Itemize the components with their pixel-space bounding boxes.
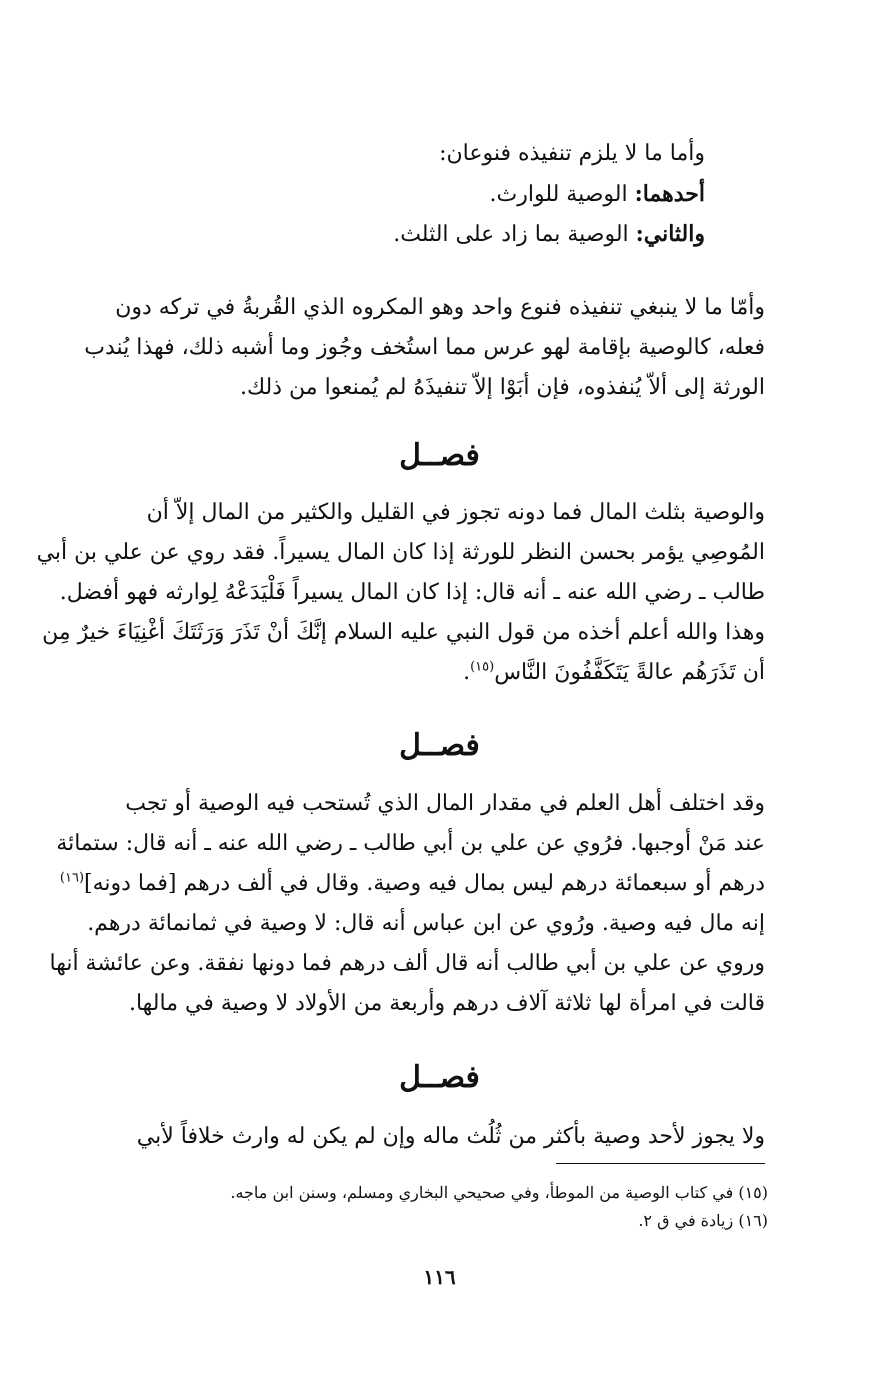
- list-item-label: أحدهما:: [634, 181, 705, 207]
- list-item: [393, 214, 705, 254]
- paragraph-line: [37, 653, 765, 693]
- paragraph-line: [49, 864, 765, 904]
- paragraph-line: فعله، كالوصية بإقامة لهو عرس مما استُخف وجُوز وما أشبه ذلك، فهذا يُندب: [84, 335, 765, 360]
- paragraph-text: درهم أو سبعمائة درهم ليس بمال فيه وصية. وقال في ألف درهم [فما دونه]: [84, 871, 765, 896]
- section-heading: فصــل: [399, 438, 480, 473]
- sentence-end: .: [463, 660, 471, 685]
- footnote: (١٦) زيادة في ق ٢.: [638, 1211, 768, 1230]
- section-heading: فصــل: [399, 1060, 480, 1095]
- paragraph-text: أن تَذَرَهُم عالةً يَتَكَفَّفُونَ النَّاس: [494, 660, 765, 685]
- footnote-ref: (١٥): [470, 659, 495, 675]
- paragraph-line: وهذا والله أعلم أخذه من قول النبي عليه السلام إنَّكَ أنْ تَذَرَ وَرَثَتَكَ أغْنِيَاءَ خيرٌ مِن: [42, 620, 765, 645]
- paragraph-line: ولا يجوز لأحد وصية بأكثر من ثُلُث ماله وإن لم يكن له وارث خلافاً لأبي: [136, 1124, 765, 1149]
- paragraph: [49, 784, 765, 1024]
- section-heading: فصــل: [399, 728, 480, 763]
- paragraph-line: طالب ـ رضي الله عنه ـ أنه قال: إذا كان المال يسيراً فَلْيَدَعْهُ لِوارثه فهو أفضل.: [59, 580, 765, 605]
- intro-block: [393, 134, 705, 254]
- list-item-text: الوصية بما زاد على الثلث.: [393, 222, 636, 247]
- list-item-text: الوصية للوارث.: [489, 182, 635, 207]
- paragraph-line: الورثة إلى ألاّ يُنفذوه، فإن أبَوْا إلاّ تنفيذَهُ لم يُمنعوا من ذلك.: [240, 375, 765, 400]
- footnotes: [230, 1179, 768, 1235]
- list-item-label: والثاني:: [635, 221, 705, 247]
- footnote-divider: [556, 1163, 765, 1164]
- paragraph-line: وقد اختلف أهل العلم في مقدار المال الذي تُستحب فيه الوصية أو تجب: [125, 791, 765, 816]
- paragraph: [137, 1117, 765, 1157]
- paragraph-line: عند مَنْ أوجبها. فرُوي عن علي بن أبي طالب ـ رضي الله عنه ـ أنه قال: ستمائة: [56, 831, 765, 856]
- footnote-ref: (١٦): [59, 870, 85, 886]
- paragraph-line: وروي عن علي بن أبي طالب أنه قال ألف درهم فما دونها نفقة. وعن عائشة أنها: [49, 951, 765, 976]
- paragraph-line: المُوصِي يؤمر بحسن النظر للورثة إذا كان المال يسيراً. فقد روي عن علي بن أبي: [36, 540, 765, 565]
- paragraph-line: إنه مال فيه وصية. ورُوي عن ابن عباس أنه قال: لا وصية في ثمانمائة درهم.: [87, 911, 765, 936]
- paragraph-line: والوصية بثلث المال فما دونه تجوز في القليل والكثير من المال إلاّ أن: [146, 500, 765, 525]
- paragraph: [37, 493, 765, 693]
- paragraph-line: قالت في امرأة لها ثلاثة آلاف درهم وأربعة من الأولاد لا وصية في مالها.: [128, 991, 765, 1016]
- paragraph: [48, 288, 765, 408]
- page-number: ١١٦: [423, 1265, 456, 1289]
- footnote: (١٥) في كتاب الوصية من الموطأ، وفي صحيحي البخاري ومسلم، وسنن ابن ماجه.: [230, 1183, 768, 1202]
- list-item: [393, 174, 705, 214]
- intro-line: وأما ما لا يلزم تنفيذه فنوعان:: [439, 141, 705, 166]
- paragraph-line: وأمّا ما لا ينبغي تنفيذه فنوع واحد وهو المكروه الذي القُربةُ في تركه دون: [115, 295, 765, 320]
